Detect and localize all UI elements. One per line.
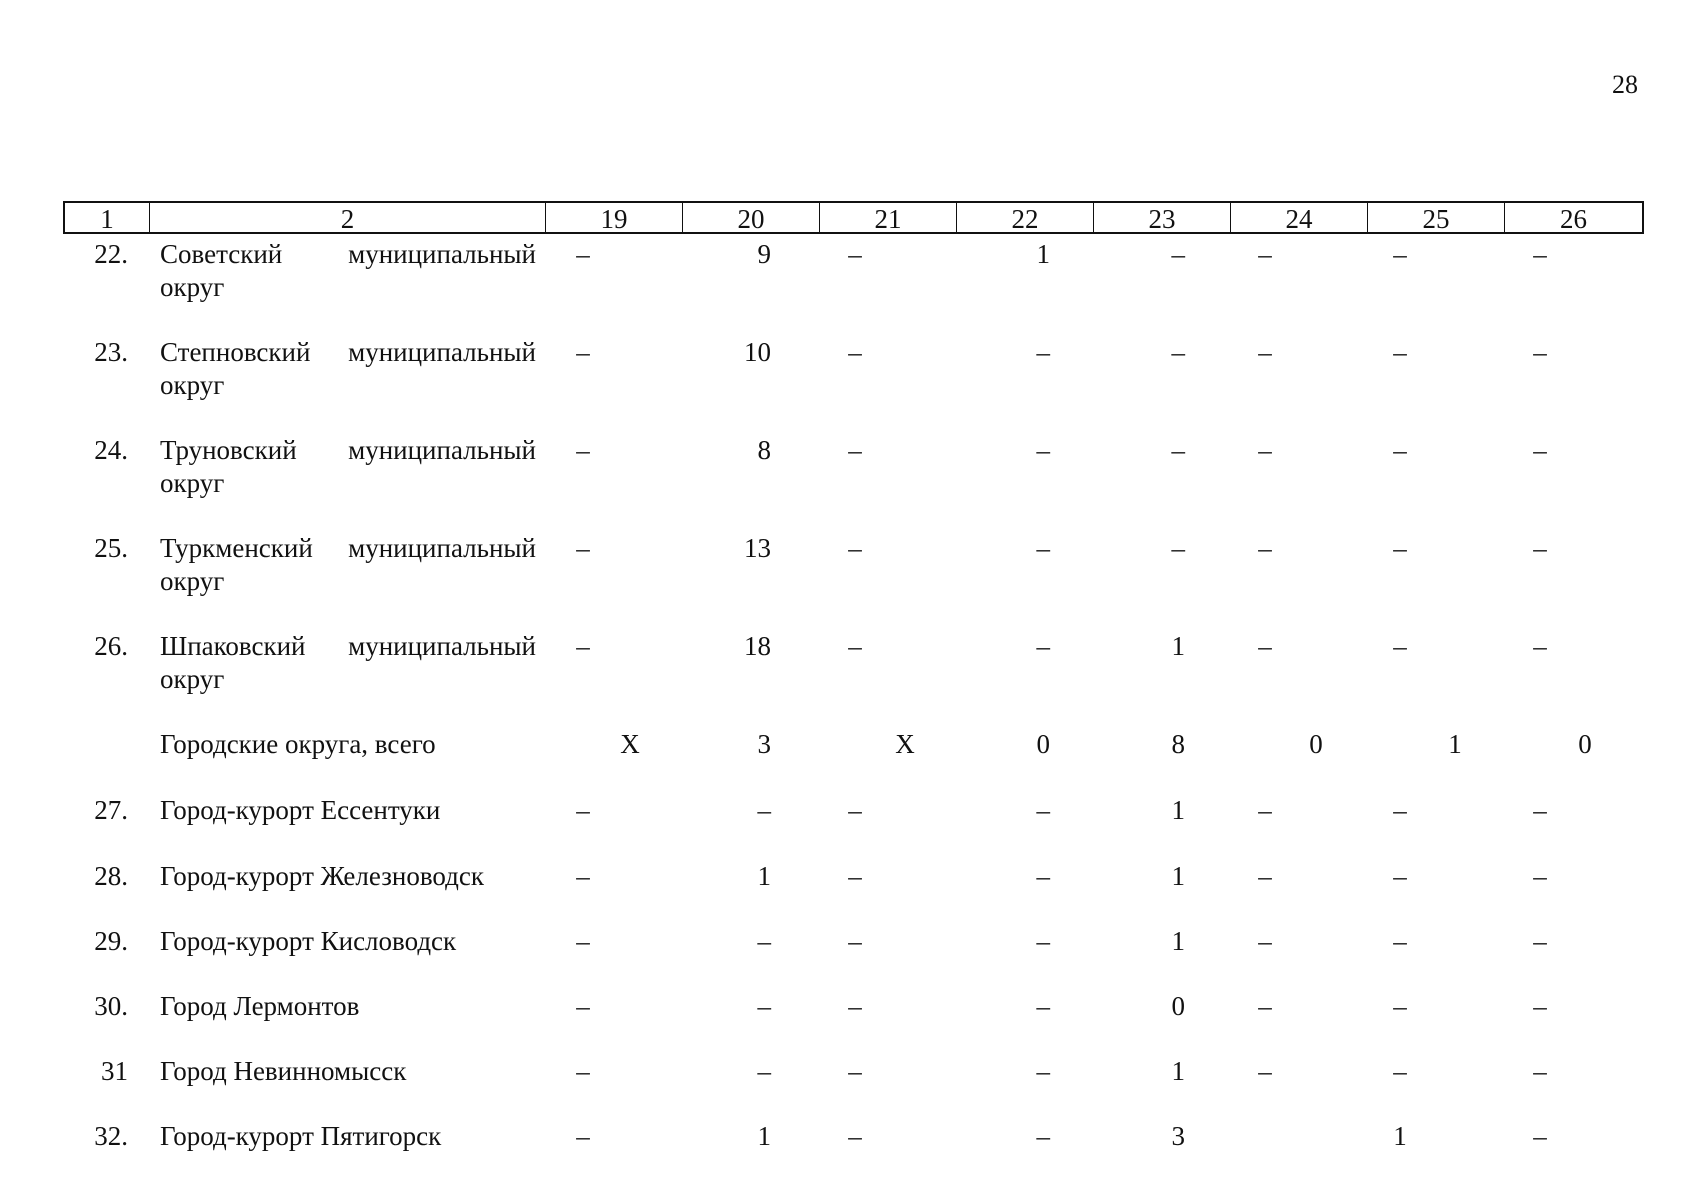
row-name-word: муниципальный: [348, 239, 536, 269]
cell-24: –: [1258, 337, 1272, 367]
cell-21: –: [848, 1056, 862, 1086]
cell-19: –: [576, 533, 590, 563]
cell-24: –: [1258, 533, 1272, 563]
cell-26: 0: [1578, 729, 1592, 759]
cell-26: –: [1533, 533, 1547, 563]
cell-22: 1: [1036, 239, 1050, 269]
row-name: Город-курорт Ессентуки: [160, 795, 441, 825]
cell-26: –: [1533, 1056, 1547, 1086]
cell-19: –: [576, 337, 590, 367]
header-col-24: 24: [1231, 203, 1368, 232]
cell-19: –: [576, 926, 590, 956]
cell-22: –: [1036, 795, 1050, 825]
cell-25: –: [1393, 861, 1407, 891]
row-number: 32.: [94, 1121, 128, 1151]
cell-24: –: [1258, 239, 1272, 269]
row-name-word: муниципальный: [348, 631, 536, 661]
cell-23: 1: [1171, 861, 1185, 891]
cell-23: 1: [1171, 926, 1185, 956]
cell-21: –: [848, 926, 862, 956]
cell-25: –: [1393, 337, 1407, 367]
cell-21: –: [848, 337, 862, 367]
row-name-word: округ: [160, 566, 225, 596]
cell-21: X: [895, 729, 915, 759]
cell-26: –: [1533, 926, 1547, 956]
header-col-26: 26: [1560, 204, 1587, 234]
cell-26: –: [1533, 631, 1547, 661]
row-name-word: Туркменский: [160, 533, 313, 563]
row-name-word: округ: [160, 370, 225, 400]
cell-23: 8: [1171, 729, 1185, 759]
row-number: 31: [101, 1056, 128, 1086]
cell-21: –: [848, 795, 862, 825]
cell-22: –: [1036, 533, 1050, 563]
row-name-word: муниципальный: [348, 337, 536, 367]
row-name: Город-курорт Железноводск: [160, 861, 484, 891]
cell-19: –: [576, 991, 590, 1021]
cell-26: –: [1533, 337, 1547, 367]
cell-24: –: [1258, 991, 1272, 1021]
cell-26: –: [1533, 991, 1547, 1021]
cell-25: –: [1393, 795, 1407, 825]
row-name-word: Шпаковский: [160, 631, 306, 661]
cell-25: –: [1393, 533, 1407, 563]
cell-21: –: [848, 435, 862, 465]
cell-21: –: [848, 631, 862, 661]
cell-21: –: [848, 1121, 862, 1151]
header-col-23: 23: [1094, 203, 1231, 232]
cell-20: 1: [757, 861, 771, 891]
cell-20: –: [757, 991, 771, 1021]
cell-20: 9: [757, 239, 771, 269]
cell-21: –: [848, 991, 862, 1021]
cell-24: –: [1258, 795, 1272, 825]
row-name-word: Степновский: [160, 337, 311, 367]
cell-26: –: [1533, 861, 1547, 891]
header-col-22: 22: [957, 203, 1094, 232]
row-number: 28.: [94, 861, 128, 891]
cell-24: –: [1258, 1056, 1272, 1086]
row-name-word: муниципальный: [348, 533, 536, 563]
cell-23: 3: [1171, 1121, 1185, 1151]
cell-24: –: [1258, 861, 1272, 891]
cell-22: –: [1036, 435, 1050, 465]
row-name: [160, 434, 536, 500]
cell-21: –: [848, 239, 862, 269]
row-name: [160, 630, 536, 696]
cell-22: 0: [1036, 729, 1050, 759]
cell-25: 1: [1393, 1121, 1407, 1151]
cell-23: –: [1171, 533, 1185, 563]
cell-20: 8: [757, 435, 771, 465]
cell-25: –: [1393, 926, 1407, 956]
cell-24: 0: [1309, 729, 1323, 759]
cell-26: –: [1533, 1121, 1547, 1151]
cell-19: –: [576, 795, 590, 825]
cell-23: 0: [1171, 991, 1185, 1021]
cell-19: –: [576, 1056, 590, 1086]
row-number: 23.: [94, 337, 128, 367]
cell-22: –: [1036, 337, 1050, 367]
row-name-word: Труновский: [160, 435, 297, 465]
cell-25: –: [1393, 1056, 1407, 1086]
cell-20: –: [757, 926, 771, 956]
row-number: 26.: [94, 631, 128, 661]
row-name: Город Невинномысск: [160, 1056, 407, 1086]
cell-23: 1: [1171, 1056, 1185, 1086]
cell-20: 18: [744, 631, 771, 661]
cell-26: –: [1533, 795, 1547, 825]
row-number: 27.: [94, 795, 128, 825]
row-number: 29.: [94, 926, 128, 956]
cell-23: 1: [1171, 795, 1185, 825]
cell-23: –: [1171, 337, 1185, 367]
cell-22: –: [1036, 1121, 1050, 1151]
header-col-2: 2: [150, 203, 546, 232]
cell-23: –: [1171, 239, 1185, 269]
cell-19: X: [620, 729, 640, 759]
cell-26: –: [1533, 239, 1547, 269]
cell-20: 3: [757, 729, 771, 759]
cell-22: –: [1036, 631, 1050, 661]
header-col-21: 21: [820, 203, 957, 232]
header-col-1: 1: [65, 203, 150, 232]
cell-24: –: [1258, 926, 1272, 956]
cell-25: –: [1393, 631, 1407, 661]
cell-20: –: [757, 1056, 771, 1086]
cell-25: –: [1393, 991, 1407, 1021]
cell-20: 10: [744, 337, 771, 367]
row-name: Город-курорт Пятигорск: [160, 1121, 442, 1151]
row-name-word: муниципальный: [348, 435, 536, 465]
row-name: [160, 336, 536, 402]
row-number: 24.: [94, 435, 128, 465]
header-col-20: 20: [683, 203, 820, 232]
cell-19: –: [576, 631, 590, 661]
cell-20: –: [757, 795, 771, 825]
row-number: 25.: [94, 533, 128, 563]
row-name: Городские округа, всего: [160, 729, 436, 759]
cell-23: –: [1171, 435, 1185, 465]
cell-22: –: [1036, 926, 1050, 956]
cell-19: –: [576, 1121, 590, 1151]
row-name-word: округ: [160, 468, 225, 498]
cell-26: –: [1533, 435, 1547, 465]
row-name-word: округ: [160, 664, 225, 694]
row-name-word: округ: [160, 272, 225, 302]
header-col-19: 19: [546, 203, 683, 232]
cell-21: –: [848, 533, 862, 563]
cell-25: 1: [1448, 729, 1462, 759]
cell-24: –: [1258, 435, 1272, 465]
cell-22: –: [1036, 991, 1050, 1021]
cell-20: 1: [757, 1121, 771, 1151]
cell-25: –: [1393, 435, 1407, 465]
row-number: 30.: [94, 991, 128, 1021]
cell-19: –: [576, 861, 590, 891]
cell-19: –: [576, 239, 590, 269]
cell-20: 13: [744, 533, 771, 563]
header-col-25: 25: [1368, 203, 1505, 232]
page-number: 28: [1612, 70, 1638, 99]
row-name: Город Лермонтов: [160, 991, 360, 1021]
row-name: [160, 532, 536, 598]
cell-24: –: [1258, 631, 1272, 661]
row-number: 22.: [94, 239, 128, 269]
row-name-word: Советский: [160, 239, 283, 269]
row-name: [160, 238, 536, 304]
cell-23: 1: [1171, 631, 1185, 661]
row-name: Город-курорт Кисловодск: [160, 926, 457, 956]
cell-19: –: [576, 435, 590, 465]
cell-25: –: [1393, 239, 1407, 269]
cell-22: –: [1036, 1056, 1050, 1086]
cell-22: –: [1036, 861, 1050, 891]
cell-21: –: [848, 861, 862, 891]
